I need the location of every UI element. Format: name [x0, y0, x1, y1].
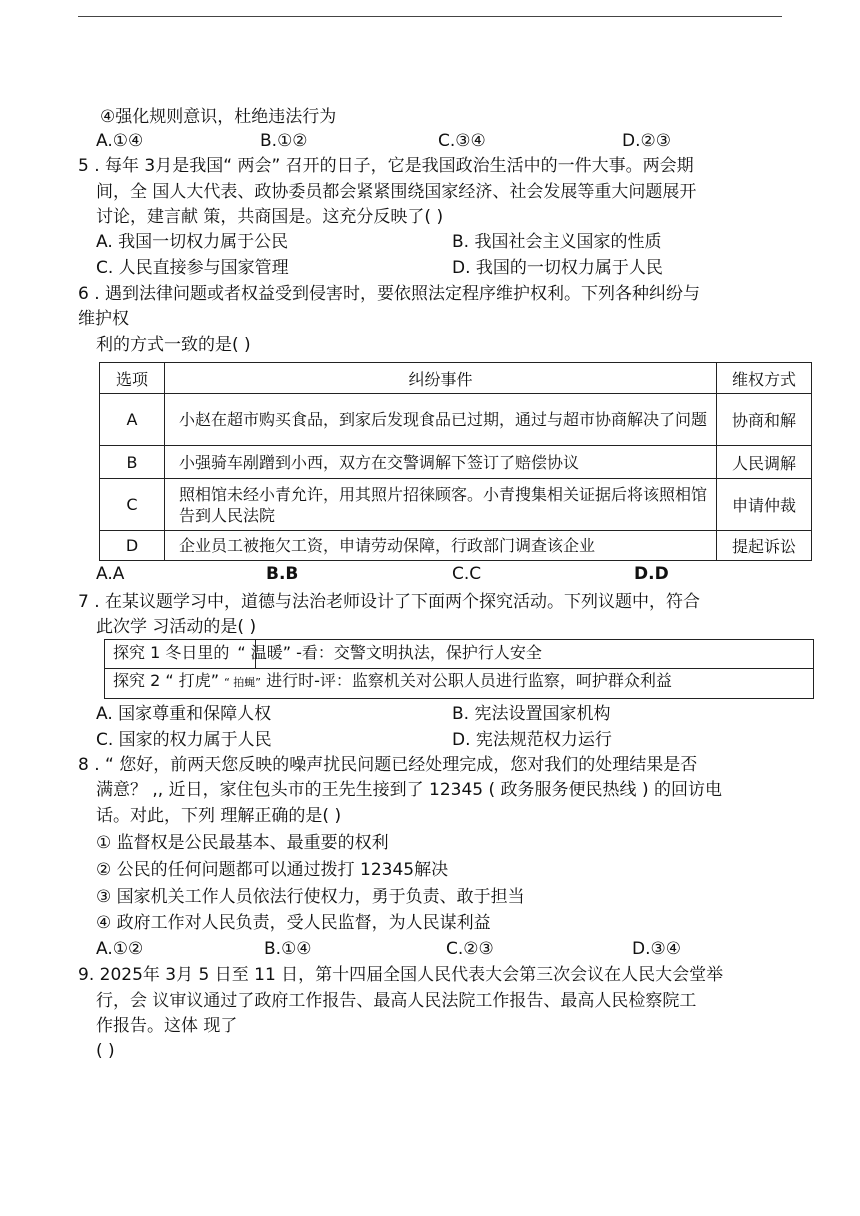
row-event: 小强骑车剐蹭到小西，双方在交警调解下签订了赔偿协议	[165, 446, 717, 479]
q4-option-c: C.③④	[438, 131, 486, 151]
row-event: 企业员工被拖欠工资，申请劳动保障，行政部门调查该企业	[165, 531, 717, 561]
q8-item-4: ④ 政府工作对人民负责，受人民监督，为人民谋利益	[96, 913, 491, 933]
q8-item-2: ② 公民的任何问题都可以通过拨打 12345解决	[96, 860, 449, 880]
q6-stem-line-3: 利的方式一致的是( )	[96, 335, 251, 355]
q5-stem-line-2: 间，全 国人大代表、政协委员都会紧紧围绕国家经济、社会发展等重大问题展开	[96, 182, 697, 202]
q5-option-a: A. 我国一切权力属于公民	[96, 232, 289, 252]
dispute-table-header	[100, 363, 812, 394]
dispute-table	[99, 362, 812, 561]
row-event: 照相馆未经小青允许，用其照片招徕顾客。小青搜集相关证据后将该照相馆告到人民法院	[165, 479, 717, 531]
header-event: 纠纷事件	[165, 363, 717, 394]
row-method: 提起诉讼	[717, 531, 812, 561]
q7-stem-line-2: 此次学 习活动的是( )	[96, 617, 257, 637]
q6-option-d: D.D	[634, 564, 669, 584]
q5-option-c: C. 人民直接参与国家管理	[96, 258, 289, 278]
row-option: B	[100, 446, 165, 479]
table-row	[100, 394, 812, 446]
q6-options	[96, 563, 796, 585]
inquiry-1-content: “ 温暖” -看：交警文明执法，保护行人安全	[237, 643, 542, 662]
q8-option-b: B.①④	[264, 939, 312, 959]
inquiry-2	[113, 670, 672, 694]
row-method: 人民调解	[717, 446, 812, 479]
table-row	[100, 446, 812, 479]
q4-option-d: D.②③	[622, 131, 671, 151]
q6-stem-line-2: 维护权	[78, 309, 129, 329]
q7-options-row-2	[96, 729, 796, 751]
table-row	[100, 531, 812, 561]
header-method: 维权方式	[717, 363, 812, 394]
q8-option-d: D.③④	[632, 939, 681, 959]
q5-option-d: D. 我国的一切权力属于人民	[452, 258, 663, 278]
inquiry-2-small-label: “ 拍蝇”	[224, 676, 262, 689]
q8-stem-line-2: 满意？ ,, 近日，家住包头市的王先生接到了 12345 ( 政务服务便民热线 ) 的回访电	[96, 780, 722, 800]
q8-option-a: A.①②	[96, 939, 144, 959]
q9-answer-blank: ( )	[96, 1041, 115, 1061]
row-event: 小赵在超市购买食品，到家后发现食品已过期，通过与超市协商解决了问题	[165, 394, 717, 446]
header-rule	[78, 16, 782, 17]
q8-item-1: ① 监督权是公民最基本、最重要的权利	[96, 833, 389, 853]
inquiry-2-content: 进行时-评：监察机关对公职人员进行监察，呵护群众利益	[261, 671, 672, 690]
row-method: 申请仲裁	[717, 479, 812, 531]
header-option: 选项	[100, 363, 165, 394]
q6-option-a: A.A	[96, 564, 125, 584]
q6-option-c: C.C	[452, 564, 482, 584]
q5-stem-line-1: 5 . 每年 3月是我国“ 两会” 召开的日子，它是我国政治生活中的一件大事。两会期	[78, 156, 694, 176]
q8-options	[96, 938, 796, 960]
q5-option-b: B. 我国社会主义国家的性质	[452, 232, 662, 252]
q4-option-a: A.①④	[96, 131, 144, 151]
q7-option-a: A. 国家尊重和保障人权	[96, 704, 272, 724]
q8-stem-line-3: 话。对此，下列 理解正确的是( )	[96, 806, 342, 826]
q7-option-b: B. 宪法设置国家机构	[452, 704, 611, 724]
q8-item-3: ③ 国家机关工作人员依法行使权力，勇于负责、敢于担当	[96, 887, 525, 907]
q9-stem-line-2: 行，会 议审议通过了政府工作报告、最高人民法院工作报告、最高人民检察院工	[96, 991, 697, 1011]
row-method: 协商和解	[717, 394, 812, 446]
q7-option-d: D. 宪法规范权力运行	[452, 730, 612, 750]
table-row	[100, 479, 812, 531]
inquiry-activity-box	[104, 639, 814, 699]
q9-stem-line-3: 作报告。这体 现了	[96, 1016, 238, 1036]
row-option: D	[100, 531, 165, 561]
row-option: C	[100, 479, 165, 531]
q5-options-row-1	[96, 231, 796, 253]
q5-stem-line-3: 讨论，建言献 策，共商国是。这充分反映了( )	[96, 207, 444, 227]
q7-stem-line-1: 7 . 在某议题学习中，道德与法治老师设计了下面两个探究活动。下列议题中，符合	[78, 592, 701, 612]
q4-item-4: ④强化规则意识，杜绝违法行为	[100, 107, 337, 127]
q8-option-c: C.②③	[446, 939, 494, 959]
inquiry-2-label: 探究 2 “ 打虎”	[113, 671, 225, 690]
q9-stem-line-1: 9. 2025年 3月 5 日至 11 日，第十四届全国人民代表大会第三次会议在人民大会堂举	[78, 965, 724, 985]
q7-option-c: C. 国家的权力属于人民	[96, 730, 272, 750]
q6-stem-line-1: 6 . 遇到法律问题或者权益受到侵害时，要依照法定程序维护权利。下列各种纠纷与	[78, 284, 701, 304]
q8-stem-line-1: 8 . “ 您好，前两天您反映的噪声扰民问题已经处理完成，您对我们的处理结果是否	[78, 755, 698, 775]
q4-options	[96, 130, 796, 152]
row-option: A	[100, 394, 165, 446]
q7-options-row-1	[96, 703, 796, 725]
inquiry-box-divider	[105, 668, 813, 669]
inquiry-1	[113, 642, 542, 664]
q5-options-row-2	[96, 257, 796, 279]
inquiry-1-label: 探究 1 冬日里的	[113, 643, 230, 662]
q4-option-b: B.①②	[260, 131, 308, 151]
q6-option-b: B.B	[266, 564, 299, 584]
